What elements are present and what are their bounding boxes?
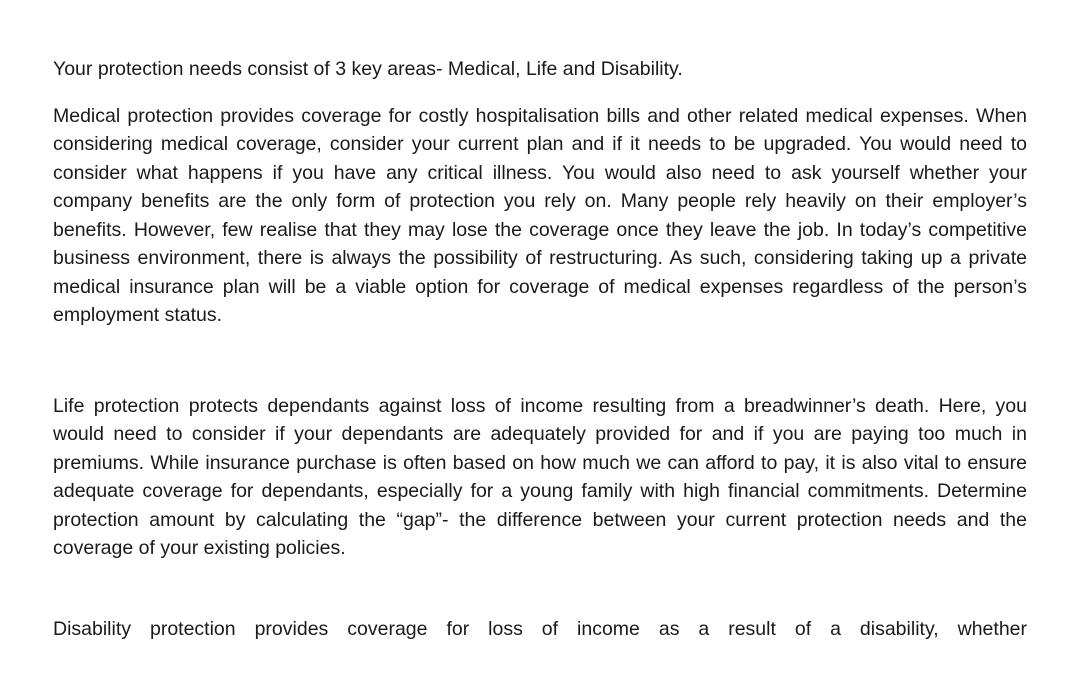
disability-protection-paragraph: Disability protection provides coverage for loss of income as a result of a disability, whether: [53, 617, 1027, 640]
life-protection-paragraph: Life protection protects dependants against loss of income resulting from a breadwinner’s death. Here, you would need to consider if your dependants are adequately provided for and if you are paying too much in premiums. While insurance purchase is often based on how much we can afford to pay, it is also vital to ensure adequate coverage for dependants, especially for a young family with high financial commitments. Determine protection amount by calculating the “gap”- the difference between your current protection needs and the coverage of your existing policies.: [53, 394, 1027, 559]
medical-protection-paragraph: Medical protection provides coverage for costly hospitalisation bills and other related medical expenses. When considering medical coverage, consider your current plan and if it needs to be upgraded. You would need to consider what happens if you have any critical illness. You would also need to ask yourself whether your company benefits are the only form of protection you rely on. Many people rely heavily on their employer’s benefits. However, few realise that they may lose the coverage once they leave the job. In today’s competitive business environment, there is always the possibility of restructuring. As such, considering taking up a private medical insurance plan will be a viable option for coverage of medical expenses regardless of the person’s employment status.: [53, 104, 1027, 326]
intro-paragraph: Your protection needs consist of 3 key areas- Medical, Life and Disability.: [53, 58, 683, 80]
